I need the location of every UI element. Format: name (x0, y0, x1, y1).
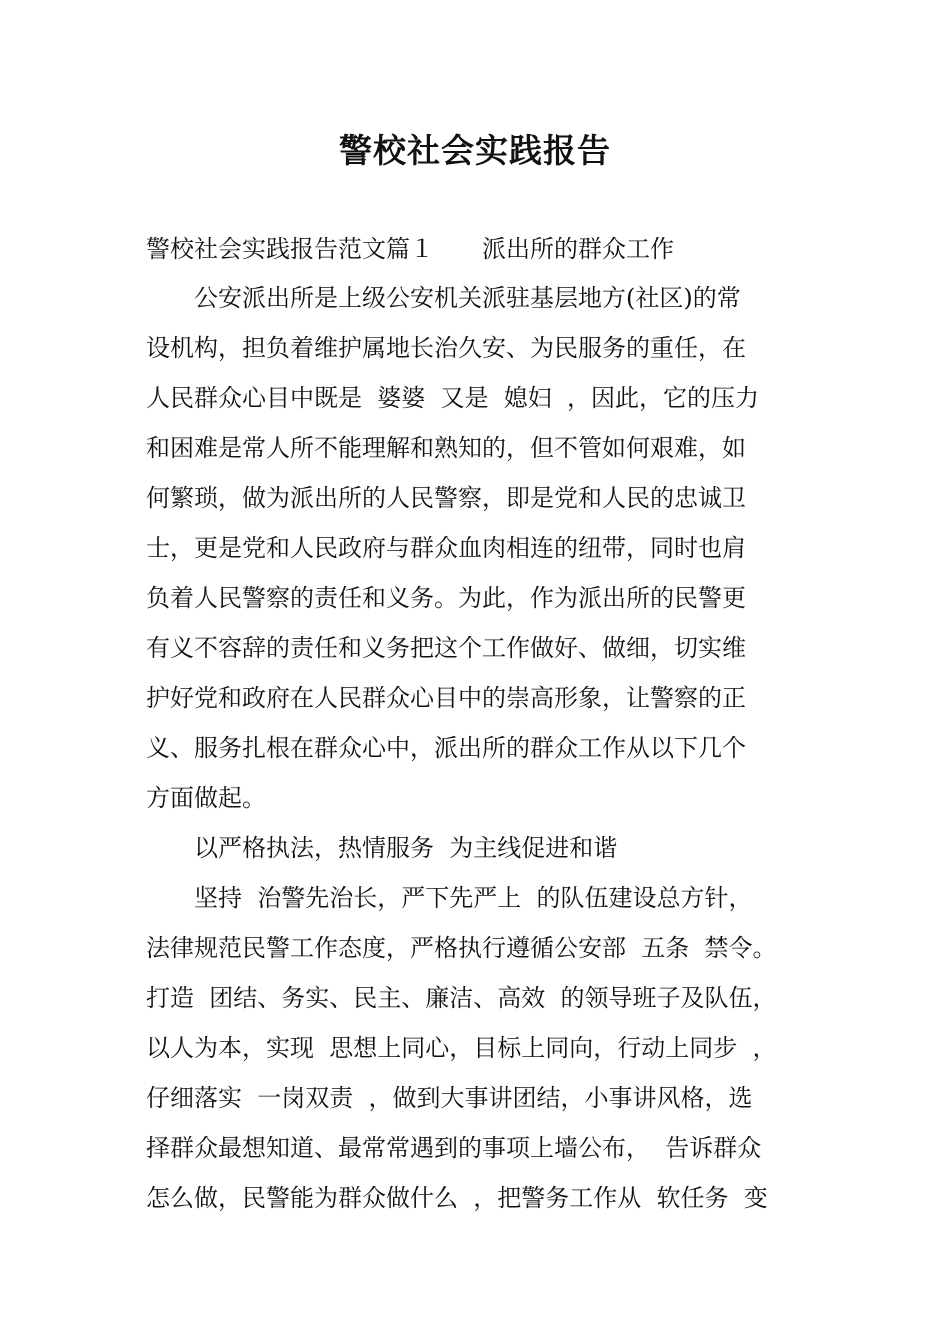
paragraph-line: 有义不容辞的责任和义务把这个工作做好、做细，切实维 (146, 634, 746, 662)
paragraph-line: 士，更是党和人民政府与群众血肉相连的纽带，同时也肩 (146, 534, 746, 562)
paragraph-line: 以人为本，实现 思想上同心，目标上同向，行动上同步 ， (146, 1034, 777, 1062)
paragraph-line: 怎么做，民警能为群众做什么 ，把警务工作从 软任务 变 (146, 1184, 768, 1212)
paragraph-line: 设机构，担负着维护属地长治久安、为民服务的重任，在 (146, 334, 746, 362)
paragraph-line: 护好党和政府在人民群众心目中的崇高形象，让警察的正 (146, 684, 746, 712)
paragraph-line: 择群众最想知道、最常常遇到的事项上墙公布， 告诉群众 (146, 1134, 762, 1162)
paragraph-line: 义、服务扎根在群众心中，派出所的群众工作从以下几个 (146, 734, 746, 762)
paragraph-line: 仔细落实 一岗双责 ，做到大事讲团结，小事讲风格，选 (146, 1084, 753, 1112)
paragraph-line: 人民群众心目中既是 婆婆 又是 媳妇 ，因此，它的压力 (146, 384, 760, 412)
paragraph-line: 负着人民警察的责任和义务。为此，作为派出所的民警更 (146, 584, 746, 612)
paragraph-line: 方面做起。 (146, 784, 266, 812)
paragraph-line: 何繁琐，做为派出所的人民警察，即是党和人民的忠诚卫 (146, 484, 746, 512)
paragraph-line: 和困难是常人所不能理解和熟知的，但不管如何艰难，如 (146, 434, 746, 462)
paragraph-line: 法律规范民警工作态度，严格执行遵循公安部 五条 禁令。 (146, 934, 777, 962)
paragraph-line: 坚持 治警先治长，严下先严上 的队伍建设总方针， (146, 884, 753, 912)
document-title: 警校社会实践报告 (339, 131, 611, 170)
paragraph-line: 公安派出所是上级公安机关派驻基层地方(社区)的常 (146, 284, 741, 312)
paragraph-line: 打造 团结、务实、民主、廉洁、高效 的领导班子及队伍， (146, 984, 777, 1012)
paragraph-line: 以严格执法，热情服务 为主线促进和谐 (146, 834, 618, 862)
section-heading: 警校社会实践报告范文篇１ 派出所的群众工作 (146, 235, 674, 263)
